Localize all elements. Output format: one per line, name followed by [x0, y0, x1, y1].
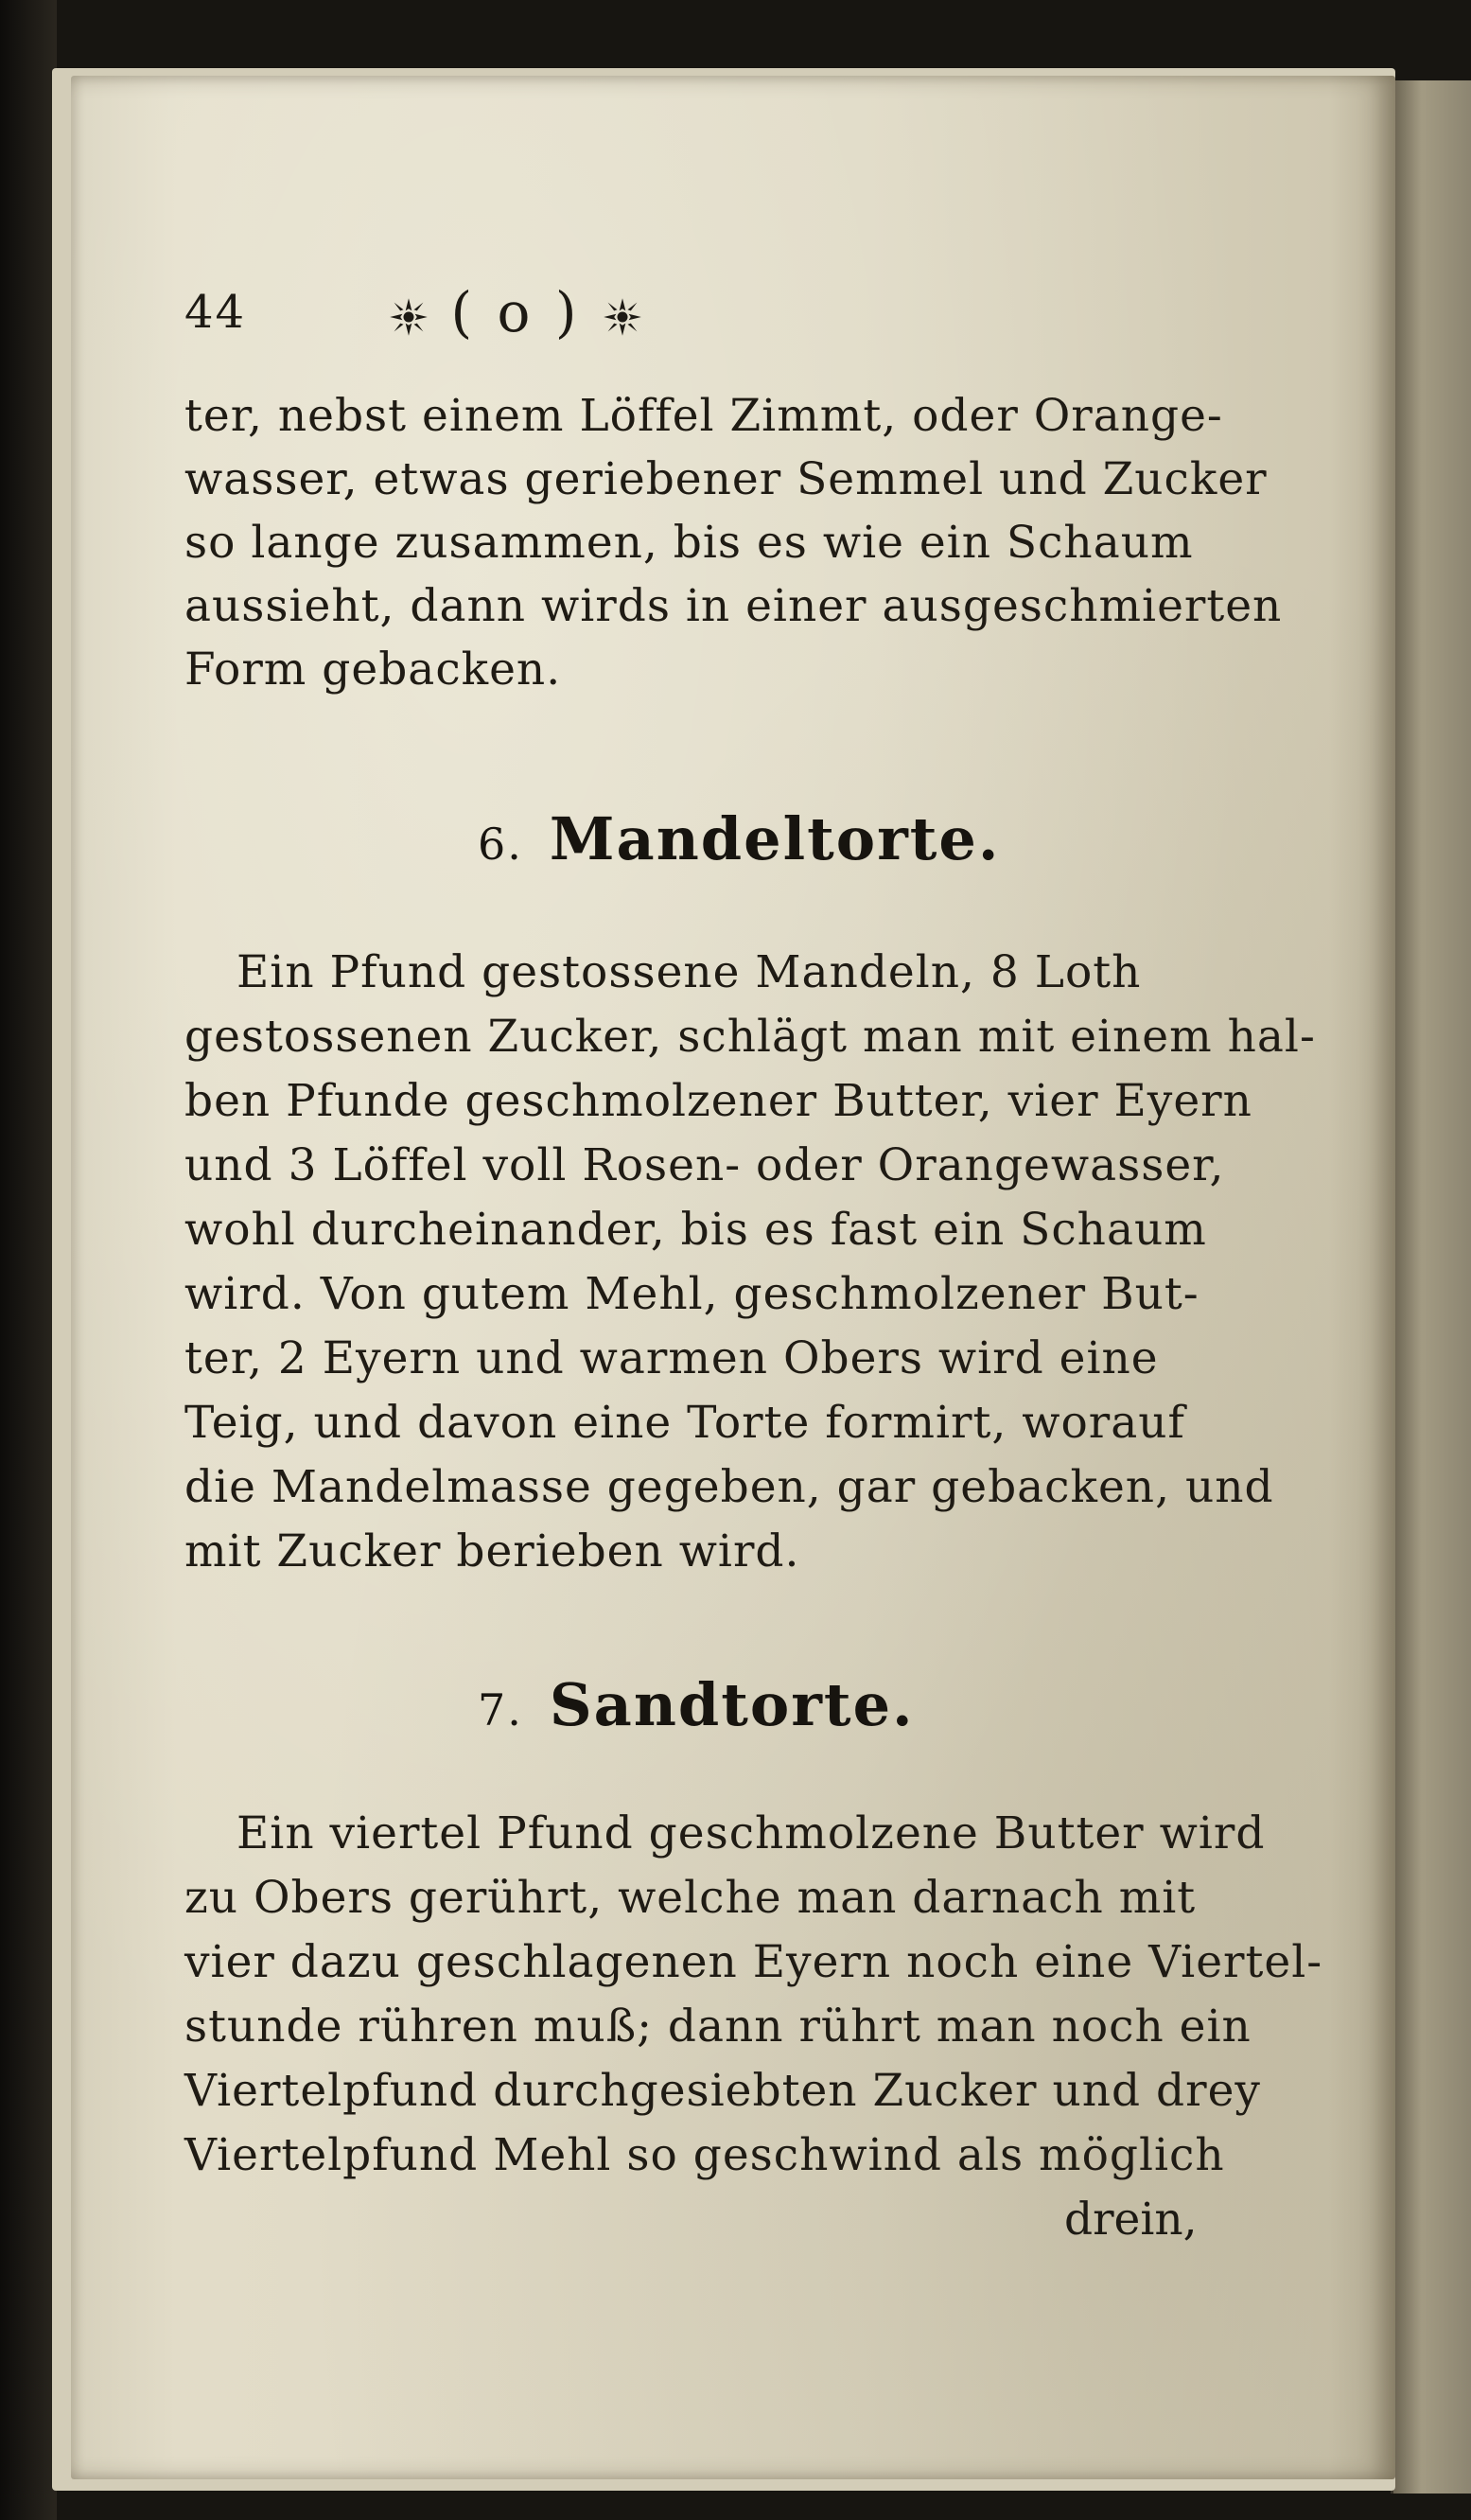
section-title: Mandeltorte. — [549, 804, 1001, 873]
book-binding-shadow — [0, 0, 57, 2520]
text-line: gestossenen Zucker, schlägt man mit einem hal- — [184, 1011, 1316, 1063]
fleuron-icon — [388, 296, 429, 338]
text-line: ter, 2 Eyern und warmen Obers wird eine — [184, 1332, 1159, 1384]
text-line: und 3 Löffel voll Rosen- oder Orangewasser, — [184, 1139, 1225, 1191]
text-line: aussieht, dann wirds in einer ausgeschmierten — [184, 580, 1283, 632]
fleuron-icon-right — [602, 296, 643, 338]
section-title: Sandtorte. — [549, 1670, 915, 1739]
text-line: ter, nebst einem Löffel Zimmt, oder Orange- — [184, 390, 1223, 442]
catchword: drein, — [1064, 2194, 1198, 2246]
book-page — [71, 76, 1395, 2479]
text-line: Form gebacken. — [184, 643, 562, 696]
section-number: 6. — [478, 819, 523, 870]
text-line: Viertelpfund Mehl so geschwind als möglich — [184, 2129, 1225, 2181]
text-line: wohl durcheinander, bis es fast ein Schaum — [184, 1204, 1207, 1256]
page-header — [184, 280, 1036, 361]
text-line: Ein viertel Pfund geschmolzene Butter wird — [236, 1807, 1266, 1859]
text-line: wird. Von gutem Mehl, geschmolzener But- — [184, 1268, 1200, 1320]
running-head-text: ( o ) — [450, 280, 581, 344]
text-line: stunde rühren muß; dann rührt man noch ein — [184, 2000, 1252, 2053]
text-line: zu Obers gerührt, welche man darnach mit — [184, 1872, 1197, 1924]
section-heading — [478, 804, 1000, 873]
facing-page-edge — [1391, 80, 1471, 2494]
text-line: Viertelpfund durchgesiebten Zucker und drey — [184, 2065, 1261, 2117]
text-line: Teig, und davon eine Torte formirt, worauf — [184, 1397, 1185, 1449]
text-line: mit Zucker berieben wird. — [184, 1525, 800, 1577]
running-head — [388, 280, 643, 344]
section-number: 7. — [478, 1684, 523, 1736]
section-heading — [478, 1670, 915, 1739]
text-line: so lange zusammen, bis es wie ein Schaum — [184, 517, 1194, 569]
text-line: ben Pfunde geschmolzener Butter, vier Eyern — [184, 1075, 1252, 1127]
text-line: wasser, etwas geriebener Semmel und Zucker — [184, 453, 1268, 505]
text-line: vier dazu geschlagenen Eyern noch eine Viertel- — [184, 1936, 1323, 1988]
text-line: die Mandelmasse gegeben, gar gebacken, und — [184, 1461, 1274, 1513]
text-line: Ein Pfund gestossene Mandeln, 8 Loth — [236, 946, 1142, 998]
page-number: 44 — [184, 286, 247, 339]
